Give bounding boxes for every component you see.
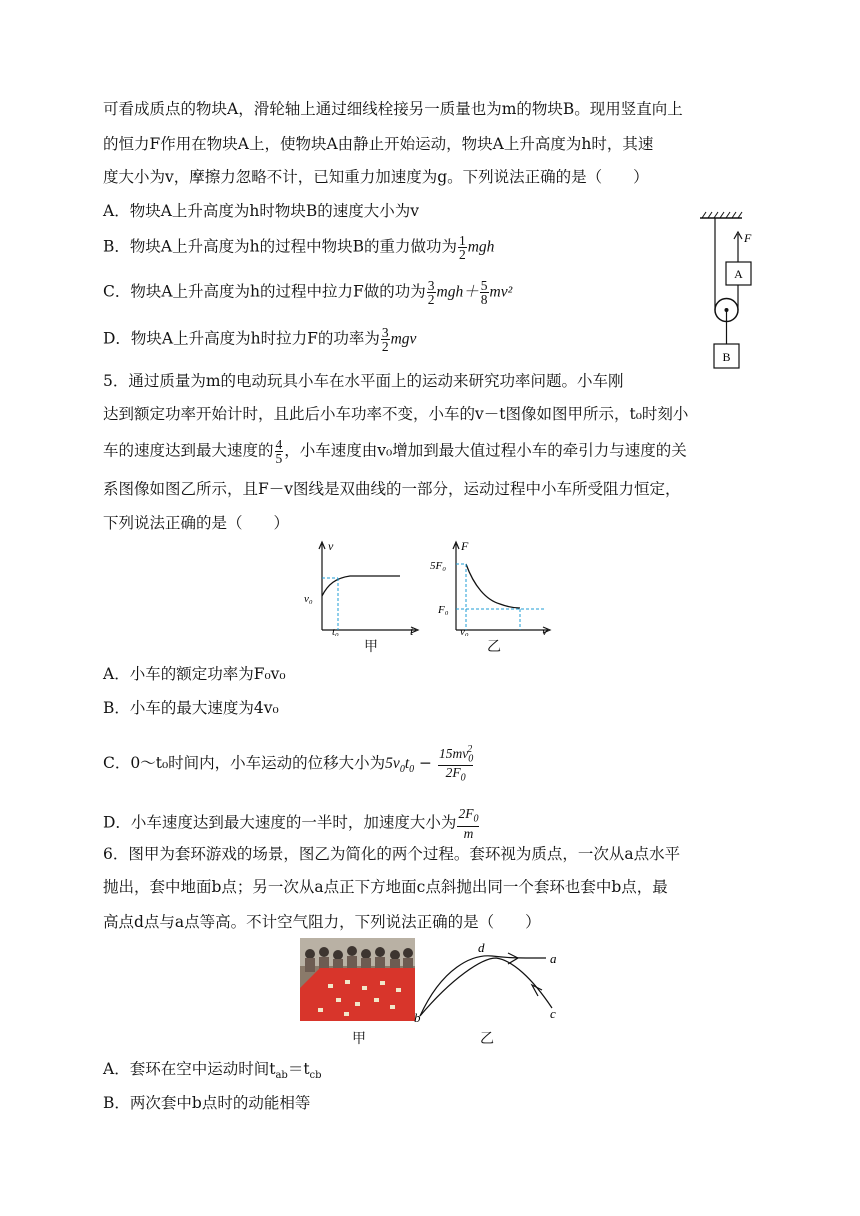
jia-x-axis-label: t xyxy=(410,624,414,636)
q4-intro-line-3: 度大小为v，摩擦力忽略不计，已知重力加速度为g。下列说法正确的是（ ） xyxy=(103,168,649,186)
yi-y-axis-label: F xyxy=(461,539,469,553)
q6-option-a-text: A．套环在空中运动时间t xyxy=(103,1060,276,1078)
q6-option-a-sub1: ab xyxy=(275,1070,288,1082)
trajectory-diagram xyxy=(412,938,572,1026)
fraction-displacement: $\frac{15mv_0^2}{2F_0}$ xyxy=(438,744,474,784)
q4-option-d-expr: mgv xyxy=(390,330,417,348)
block-b-label: B xyxy=(722,350,731,364)
q5-option-a: A．小车的额定功率为F₀v₀ xyxy=(103,665,286,683)
q6-option-a xyxy=(103,1058,322,1087)
fraction-acceleration: $\frac{2F_0}{m}$ xyxy=(458,806,479,841)
point-d-label: d xyxy=(478,940,485,955)
yi-x-tick-v0: v₀ xyxy=(460,626,469,636)
point-c-label: c xyxy=(550,1006,556,1021)
q6-line-3: 高点d点与a点等高。不计空气阻力，下列说法正确的是（ ） xyxy=(103,913,541,931)
graph-yi-caption: 乙 xyxy=(487,639,501,655)
q6-option-a-sub2: cb xyxy=(309,1070,322,1082)
yi-x-axis-label: v xyxy=(542,624,548,636)
q4-option-b-text: B．物块A上升高度为h的过程中物块B的重力做功为 xyxy=(103,237,457,256)
fraction-five-eighths: $\frac{5}{8}$ xyxy=(480,278,488,307)
q6-option-a-eq: ＝t xyxy=(287,1060,310,1078)
q5-line-3 xyxy=(103,438,687,465)
yi-y-tick-5f0: 5F₀ xyxy=(430,560,447,572)
graph-yi-fv xyxy=(428,536,558,636)
q5-line-1: 5．通过质量为m的电动玩具小车在水平面上的运动来研究功率问题。小车刚 xyxy=(103,372,624,390)
pulley-figure xyxy=(690,206,770,374)
q6-line-2: 抛出，套中地面b点；另一次从a点正下方地面c点斜抛出同一个套环也套中b点，最 xyxy=(103,878,668,896)
q4-option-c-expr2: mv² xyxy=(489,283,513,301)
q4-option-c-text: C．物块A上升高度为h的过程中拉力F做的功为 xyxy=(103,282,426,301)
jia-y-axis-label: v xyxy=(328,539,334,553)
yi-y-tick-f0: F₀ xyxy=(438,604,449,616)
fraction-half: $\frac{1}{2}$ xyxy=(458,233,466,262)
q5-line-3a: 车的速度达到最大速度的 xyxy=(103,441,274,460)
photo-jia-caption: 甲 xyxy=(352,1031,366,1047)
q6-line-1: 6．图甲为套环游戏的场景，图乙为简化的两个过程。套环视为质点，一次从a点水平 xyxy=(103,845,681,863)
q4-option-b xyxy=(103,234,494,261)
q4-option-a: A．物块A上升高度为h时物块B的速度大小为v xyxy=(103,202,420,220)
q4-option-b-expr: mgh xyxy=(467,238,495,256)
q4-option-d-text: D．物块A上升高度为h时拉力F的功率为 xyxy=(103,329,380,348)
fraction-three-halves: $\frac{3}{2}$ xyxy=(381,325,389,354)
q5-option-d xyxy=(103,807,480,840)
q5-option-d-text: D．小车速度达到最大速度的一半时，加速度大小为 xyxy=(103,813,457,832)
block-a-label: A xyxy=(734,267,743,281)
q4-option-d xyxy=(103,326,416,353)
graph-jia-caption: 甲 xyxy=(364,639,378,655)
q5-line-2: 达到额定功率开始计时，且此后小车功率不变，小车的v－t图像如图甲所示，t₀时刻小 xyxy=(103,405,689,423)
q4-intro-line-1: 可看成质点的物块A，滑轮轴上通过细线栓接另一质量也为m的物块B。现用竖直向上 xyxy=(103,100,683,118)
q4-option-c xyxy=(103,279,512,306)
q4-intro-line-2: 的恒力F作用在物块A上，使物块A由静止开始运动，物块A上升高度为h时，其速 xyxy=(103,135,654,153)
q5-option-b: B．小车的最大速度为4v₀ xyxy=(103,699,279,717)
q6-option-b: B．两次套中b点时的动能相等 xyxy=(103,1094,311,1112)
point-a-label: a xyxy=(550,951,557,966)
ring-toss-photo xyxy=(300,938,415,1021)
graph-jia-vt xyxy=(300,536,425,636)
q5-option-c-text: C．0～t₀时间内，小车运动的位移大小为 xyxy=(103,753,386,772)
jia-y-tick-v0: v₀ xyxy=(304,593,313,605)
q5-line-4: 系图像如图乙所示，且F－v图线是双曲线的一部分，运动过程中小车所受阻力恒定， xyxy=(103,480,681,498)
q5-option-c: C．0～t₀时间内，小车运动的位移大小为$5v_0t_0$ − $\frac{15mv_0^2}{2F_0}$ xyxy=(103,744,474,784)
diagram-yi-caption: 乙 xyxy=(480,1031,494,1047)
force-label: F xyxy=(744,231,752,245)
fraction-three-halves: $\frac{3}{2}$ xyxy=(427,278,435,307)
q5-line-5: 下列说法正确的是（ ） xyxy=(103,514,290,532)
fraction-four-fifths: $\frac{4}{5}$ xyxy=(275,437,283,466)
jia-x-tick-t0: t₀ xyxy=(332,626,339,636)
point-b-label: b xyxy=(414,1010,421,1025)
q4-option-c-expr1: mgh＋ xyxy=(436,283,479,301)
q5-line-3b: ，小车速度由v₀增加到最大值过程小车的牵引力与速度的关 xyxy=(284,441,687,460)
